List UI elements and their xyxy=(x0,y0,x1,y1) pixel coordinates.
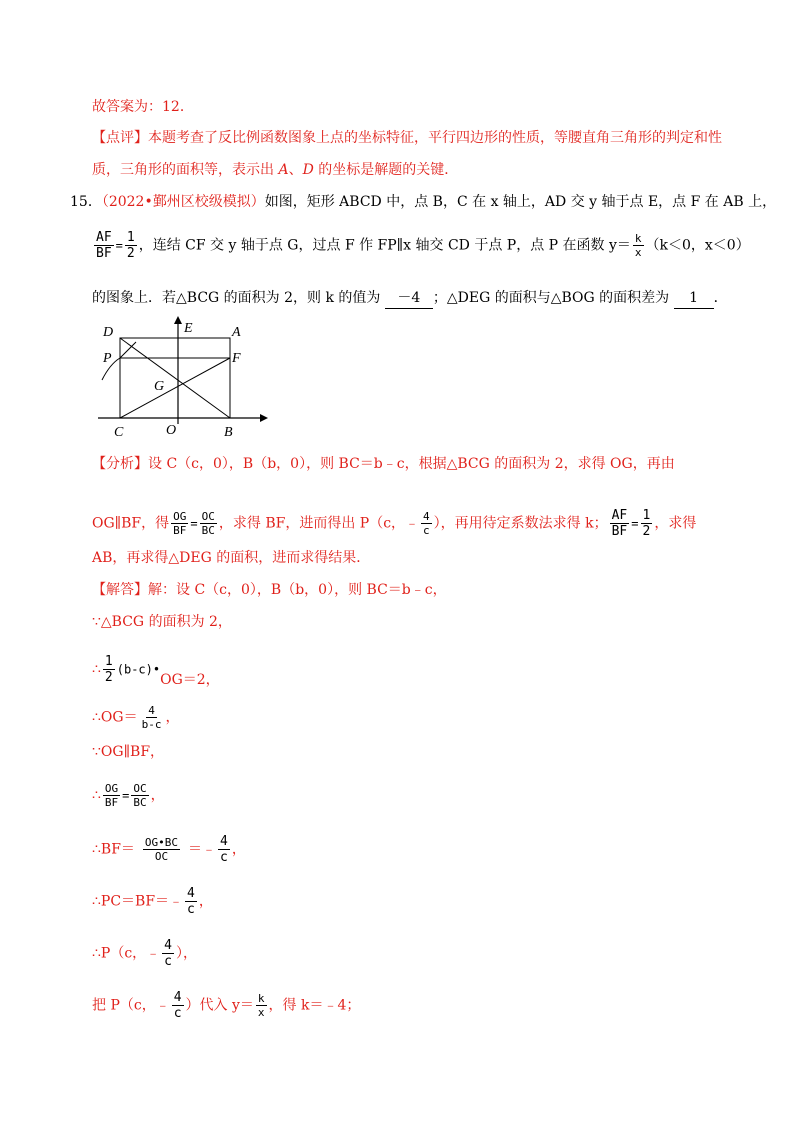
fraction-4-c: $\frac{4}{c}$ xyxy=(423,510,430,537)
fraction-oc-bc-s6: $\frac{OC}{BC}$ xyxy=(133,782,147,809)
solution-line-9: ∴P（c，﹣ $\frac{4}{c}$ ）， xyxy=(92,938,197,969)
geometry-figure xyxy=(92,312,272,442)
fraction-one-half-2: $\frac{1}{2}$ xyxy=(642,508,651,539)
comment-line-2: 质，三角形的面积等，表示出 A、D 的坐标是解题的关键． xyxy=(92,162,459,178)
label-g: G xyxy=(154,379,165,394)
problem-number: 15． xyxy=(70,194,102,210)
solution-line-1: 【解答】解：设 C（c，0），B（b，0），则 BC＝b﹣c， xyxy=(92,582,447,598)
problem-line-2: $\frac{AF}{BF}$ = $\frac{1}{2}$ ，连结 CF 交 y 轴于点 G，过点 F 作 FP∥x 轴交 CD 于点 P，点 P 在函数 y＝ $\frac{k}{x}$ （k＜0，x＜0） xyxy=(96,230,750,261)
fraction-half-s3: $\frac{1}{2}$ xyxy=(104,654,113,685)
fraction-og-bf: $\frac{OG}{BF}$ xyxy=(173,510,187,537)
fraction-oc-bc: $\frac{OC}{BC}$ xyxy=(201,510,215,537)
label-c: C xyxy=(114,425,124,440)
x-axis-arrow-icon xyxy=(260,414,268,422)
segment-cf xyxy=(120,358,230,418)
solution-line-2: ∵△BCG 的面积为 2， xyxy=(92,614,232,630)
label-f: F xyxy=(232,351,241,366)
analysis-tag: 【分析】 xyxy=(92,456,148,472)
fraction-4-c-s7: $\frac{4}{c}$ xyxy=(220,834,228,865)
label-e: E xyxy=(184,321,193,336)
solution-line-4: ∴OG＝ $\frac{4}{b-c}$ ， xyxy=(92,704,180,731)
fraction-ogbc-oc: $\frac{OG•BC}{OC}$ xyxy=(144,836,179,863)
fraction-one-half: $\frac{1}{2}$ xyxy=(126,230,135,261)
solution-line-10: 把 P（c，﹣ $\frac{4}{c}$ ）代入 y＝ $\frac{k}{x}$ ，得 k＝﹣4； xyxy=(92,990,361,1021)
fraction-af-bf-2: $\frac{AF}{BF}$ xyxy=(611,508,628,539)
answer-blank-2: 1 xyxy=(674,288,714,309)
analysis-line-1: 【分析】设 C（c，0），B（b，0），则 BC＝b﹣c，根据△BCG 的面积为 2，求得 OG，再由 xyxy=(92,456,675,472)
y-axis-arrow-icon xyxy=(174,316,182,324)
solution-line-3: ∴ $\frac{1}{2}$ (b-c)•OG＝2， xyxy=(92,654,220,688)
fraction-4-c-s10: $\frac{4}{c}$ xyxy=(173,990,182,1021)
fraction-af-bf: $\frac{AF}{BF}$ xyxy=(96,230,112,261)
segment-db xyxy=(120,338,230,418)
solution-line-6: ∴ $\frac{OG}{BF}$ = $\frac{OC}{BC}$ ， xyxy=(92,782,165,809)
analysis-line-2: OG∥BF，得 $\frac{OG}{BF}$ = $\frac{OC}{BC}$ ，求得 BF，进而得出 P（c，﹣ $\frac{4}{c}$ ），再用待定系数法求得 k； $\frac{AF}{BF}$ = $\frac{1}{2}$ ，求得 xyxy=(92,508,697,539)
fraction-k-x-s10: $\frac{k}{x}$ xyxy=(257,992,265,1019)
fraction-4-c-s9: $\frac{4}{c}$ xyxy=(164,938,172,969)
fraction-k-x: $\frac{k}{x}$ xyxy=(634,232,642,259)
solution-tag: 【解答】 xyxy=(92,582,148,598)
fraction-4-b-c: $\frac{4}{b-c}$ xyxy=(141,704,162,731)
label-p: P xyxy=(103,351,112,366)
comment-tag: 【点评】 xyxy=(92,130,148,146)
answer-line: 故答案为：12． xyxy=(92,99,194,115)
label-d: D xyxy=(103,325,114,340)
label-o: O xyxy=(166,423,177,438)
label-b: B xyxy=(224,425,233,440)
solution-line-7: ∴BF＝ $\frac{OG•BC}{OC}$ ＝﹣ $\frac{4}{c}$ ， xyxy=(92,834,246,865)
solution-line-5: ∵OG∥BF， xyxy=(92,744,165,760)
comment-line-1: 【点评】本题考查了反比例函数图象上点的坐标特征，平行四边形的性质，等腰直角三角形的判定和性 xyxy=(92,130,722,146)
problem-source: （2022•鄞州区校级模拟） xyxy=(101,194,265,210)
fraction-4-c-s8: $\frac{4}{c}$ xyxy=(187,886,195,917)
problem-line-1: 15．（2022•鄞州区校级模拟）如图，矩形 ABCD 中，点 B，C 在 x 轴上，AD 交 y 轴于点 E，点 F 在 AB 上， xyxy=(70,194,777,210)
solution-line-8: ∴PC＝BF＝﹣ $\frac{4}{c}$ ， xyxy=(92,886,213,917)
answer-blank-1: －4 xyxy=(385,288,433,309)
analysis-line-3: AB，再求得△DEG 的面积，进而求得结果． xyxy=(92,550,371,566)
problem-line-3: 的图象上．若△BCG 的面积为 2，则 k 的值为 －4 ；△DEG 的面积与△BOG 的面积差为 1 ． xyxy=(92,288,728,309)
fraction-og-bf-s6: $\frac{OG}{BF}$ xyxy=(104,782,119,809)
label-a: A xyxy=(232,325,241,340)
